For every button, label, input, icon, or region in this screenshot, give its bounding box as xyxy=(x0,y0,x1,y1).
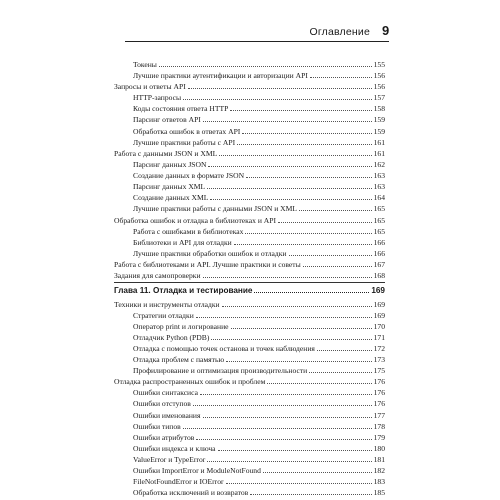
dot-leader xyxy=(203,417,372,418)
toc-entry xyxy=(133,92,385,102)
toc-entry-title: Обработка исключений и возвратов xyxy=(133,488,249,497)
toc-entry xyxy=(133,421,385,431)
toc-entry xyxy=(133,248,385,258)
toc-entry-title: Токены xyxy=(133,60,157,69)
toc-entry xyxy=(114,148,385,158)
toc-entry-title: Парсинг ответов API xyxy=(133,115,201,124)
toc-entry-title: Отладка с помощью точек останова и точек наблюдения xyxy=(133,344,315,353)
toc-entry-title: Глава 11. Отладка и тестирование xyxy=(114,286,253,295)
dot-leader xyxy=(245,233,371,234)
dot-leader xyxy=(226,483,372,484)
toc-entry-page: 182 xyxy=(373,466,385,475)
toc-entry xyxy=(133,487,385,497)
toc-entry xyxy=(133,354,385,364)
dot-leader xyxy=(237,144,371,145)
dot-leader xyxy=(222,306,372,307)
dot-leader xyxy=(246,177,372,178)
toc-entry xyxy=(133,332,385,342)
toc-entry-title: Ошибки отступов xyxy=(133,399,191,408)
toc-entry-page: 168 xyxy=(373,271,385,280)
dot-leader xyxy=(200,394,372,395)
toc-entry xyxy=(133,181,385,191)
toc-entry-page: 169 xyxy=(373,311,385,320)
dot-leader xyxy=(267,383,371,384)
dot-leader xyxy=(234,244,372,245)
toc-entry-title: Работа с данными JSON и XML xyxy=(114,149,218,158)
toc-entry-title: Работа с ошибками в библиотеках xyxy=(133,227,244,236)
dot-leader xyxy=(196,317,372,318)
toc-entry xyxy=(133,103,385,113)
dot-leader xyxy=(231,328,372,329)
dot-leader xyxy=(289,255,372,256)
toc-entry-page: 166 xyxy=(373,238,385,247)
dot-leader xyxy=(250,494,371,495)
toc-entry-page: 156 xyxy=(373,82,385,91)
toc-entry-title: Отладка распространенных ошибок и проблем xyxy=(114,377,266,386)
toc-entry xyxy=(133,203,385,213)
toc-entry-page: 165 xyxy=(373,216,385,225)
dot-leader xyxy=(310,77,372,78)
toc-entry xyxy=(133,70,385,80)
toc-entry-page: 166 xyxy=(373,249,385,258)
dot-leader xyxy=(219,155,371,156)
toc-entry-title: Отладчик Python (PDB) xyxy=(133,333,210,342)
toc-entry-page: 163 xyxy=(373,182,385,191)
toc-entry-page: 169 xyxy=(373,300,385,309)
toc-entry-page: 159 xyxy=(373,127,385,136)
toc-entry-page: 185 xyxy=(373,488,385,497)
toc-entry xyxy=(133,465,385,475)
chapter-rule xyxy=(114,282,385,283)
toc-entry-page: 170 xyxy=(373,322,385,331)
toc-entry xyxy=(133,432,385,442)
toc-entry-title: Обработка ошибок и отладка в библиотеках и API xyxy=(114,216,277,225)
toc-entry-title: Задания для самопроверки xyxy=(114,271,201,280)
toc-entry xyxy=(133,443,385,453)
dot-leader xyxy=(183,428,372,429)
toc-entry-title: Оператор print и логирование xyxy=(133,322,229,331)
toc-entry xyxy=(133,454,385,464)
dot-leader xyxy=(159,66,372,67)
toc-entry xyxy=(114,81,385,91)
toc-entry-title: Библиотеки и API для отладки xyxy=(133,238,232,247)
toc-entry-title: Профилирование и оптимизация производительности xyxy=(133,366,308,375)
toc-entry-page: 165 xyxy=(373,227,385,236)
dot-leader xyxy=(218,450,372,451)
toc-entry xyxy=(133,170,385,180)
dot-leader xyxy=(317,350,372,351)
toc-entry-page: 183 xyxy=(373,477,385,486)
dot-leader xyxy=(309,372,371,373)
toc-entry xyxy=(114,215,385,225)
toc-entry xyxy=(114,259,385,269)
toc-entry-page: 176 xyxy=(373,388,385,397)
dot-leader xyxy=(230,110,371,111)
toc-entry-page: 164 xyxy=(373,193,385,202)
dot-leader xyxy=(183,99,372,100)
toc-entry xyxy=(114,299,385,309)
toc-entry xyxy=(114,270,385,280)
toc-entry xyxy=(133,126,385,136)
toc-entry-page: 173 xyxy=(373,355,385,364)
toc-chapter-entry xyxy=(114,285,385,295)
toc-entry-title: Лучшие практики обработки ошибок и отладки xyxy=(133,249,287,258)
toc-entry-title: Лучшие практики работы с данными JSON и XML xyxy=(133,204,298,213)
dot-leader xyxy=(242,133,371,134)
toc-entry-page: 172 xyxy=(373,344,385,353)
toc-entry-page: 176 xyxy=(373,377,385,386)
dot-leader xyxy=(210,199,371,200)
toc-entry-page: 175 xyxy=(373,366,385,375)
toc-entry-page: 162 xyxy=(373,160,385,169)
dot-leader xyxy=(254,292,369,293)
dot-leader xyxy=(196,439,371,440)
toc-entry-page: 169 xyxy=(371,286,385,295)
toc-entry-page: 161 xyxy=(373,149,385,158)
dot-leader xyxy=(211,339,371,340)
toc-entry-title: Создание данных в формате JSON xyxy=(133,171,245,180)
toc-entry-title: Ошибки синтаксиса xyxy=(133,388,198,397)
toc-entry xyxy=(133,398,385,408)
toc-entry xyxy=(133,387,385,397)
dot-leader xyxy=(226,361,371,362)
toc-entry-page: 178 xyxy=(373,422,385,431)
dot-leader xyxy=(207,188,371,189)
toc-entry xyxy=(133,476,385,486)
toc-entry-page: 155 xyxy=(373,60,385,69)
toc-entry-title: Ошибки типов xyxy=(133,422,181,431)
dot-leader xyxy=(208,166,371,167)
toc-entry xyxy=(133,226,385,236)
toc-entry xyxy=(133,59,385,69)
toc-entry-title: Отладка проблем с памятью xyxy=(133,355,225,364)
toc-entry-title: FileNotFoundError и IOError xyxy=(133,477,224,486)
dot-leader xyxy=(193,405,372,406)
toc-entry-title: Работа с библиотеками и API. Лучшие практики и советы xyxy=(114,260,301,269)
dot-leader xyxy=(207,461,371,462)
toc-entry-page: 179 xyxy=(373,433,385,442)
toc-entry-page: 157 xyxy=(373,93,385,102)
toc-entry xyxy=(133,192,385,202)
dot-leader xyxy=(299,210,372,211)
toc-entry-title: Запросы и ответы API xyxy=(114,82,186,91)
toc-entry-page: 167 xyxy=(373,260,385,269)
toc-entry xyxy=(133,137,385,147)
dot-leader xyxy=(303,266,372,267)
toc-entry-page: 163 xyxy=(373,171,385,180)
toc-entry-title: ValueError и TypeError xyxy=(133,455,206,464)
toc-entry-title: Лучшие практики аутентификации и авторизации API xyxy=(133,71,308,80)
toc-entry xyxy=(114,376,385,386)
toc-entry xyxy=(133,410,385,420)
dot-leader xyxy=(203,121,372,122)
toc-entry-title: Ошибки ImportError и ModuleNotFound xyxy=(133,466,261,475)
toc-entry-title: Коды состояния ответа HTTP xyxy=(133,104,229,113)
dot-leader xyxy=(203,277,372,278)
toc-entry xyxy=(133,365,385,375)
header-page-number: 9 xyxy=(382,23,390,38)
toc-entry-title: HTTP-запросы xyxy=(133,93,182,102)
dot-leader xyxy=(278,222,372,223)
toc-entry xyxy=(133,321,385,331)
toc-entry-title: Ошибки именования xyxy=(133,411,201,420)
toc-entry-page: 159 xyxy=(373,115,385,124)
toc-entry-page: 156 xyxy=(373,71,385,80)
toc-entry-title: Парсинг данных XML xyxy=(133,182,206,191)
toc-entry xyxy=(133,114,385,124)
toc-entry xyxy=(133,237,385,247)
toc-entry-page: 180 xyxy=(373,444,385,453)
toc-entry xyxy=(133,310,385,320)
dot-leader xyxy=(188,88,372,89)
toc-entry xyxy=(133,159,385,169)
toc-entry-title: Обработка ошибок в ответах API xyxy=(133,127,241,136)
toc-entry-title: Ошибки атрибутов xyxy=(133,433,195,442)
toc-entry-title: Лучшие практики работы с API xyxy=(133,138,236,147)
toc-entry-page: 158 xyxy=(373,104,385,113)
toc-entry-page: 165 xyxy=(373,204,385,213)
toc-entry-title: Стратегии отладки xyxy=(133,311,194,320)
header-title: Оглавление xyxy=(309,26,370,38)
toc-entry-page: 161 xyxy=(373,138,385,147)
toc-entry-page: 171 xyxy=(373,333,385,342)
toc-entry xyxy=(133,343,385,353)
dot-leader xyxy=(263,472,372,473)
toc-entry-title: Ошибки индекса и ключа xyxy=(133,444,216,453)
toc-entry-page: 181 xyxy=(373,455,385,464)
toc-entry-page: 177 xyxy=(373,411,385,420)
toc-entry-page: 176 xyxy=(373,399,385,408)
toc-entry-title: Парсинг данных JSON xyxy=(133,160,207,169)
toc-entry-title: Техники и инструменты отладки xyxy=(114,300,220,309)
toc-entry-title: Создание данных XML xyxy=(133,193,209,202)
